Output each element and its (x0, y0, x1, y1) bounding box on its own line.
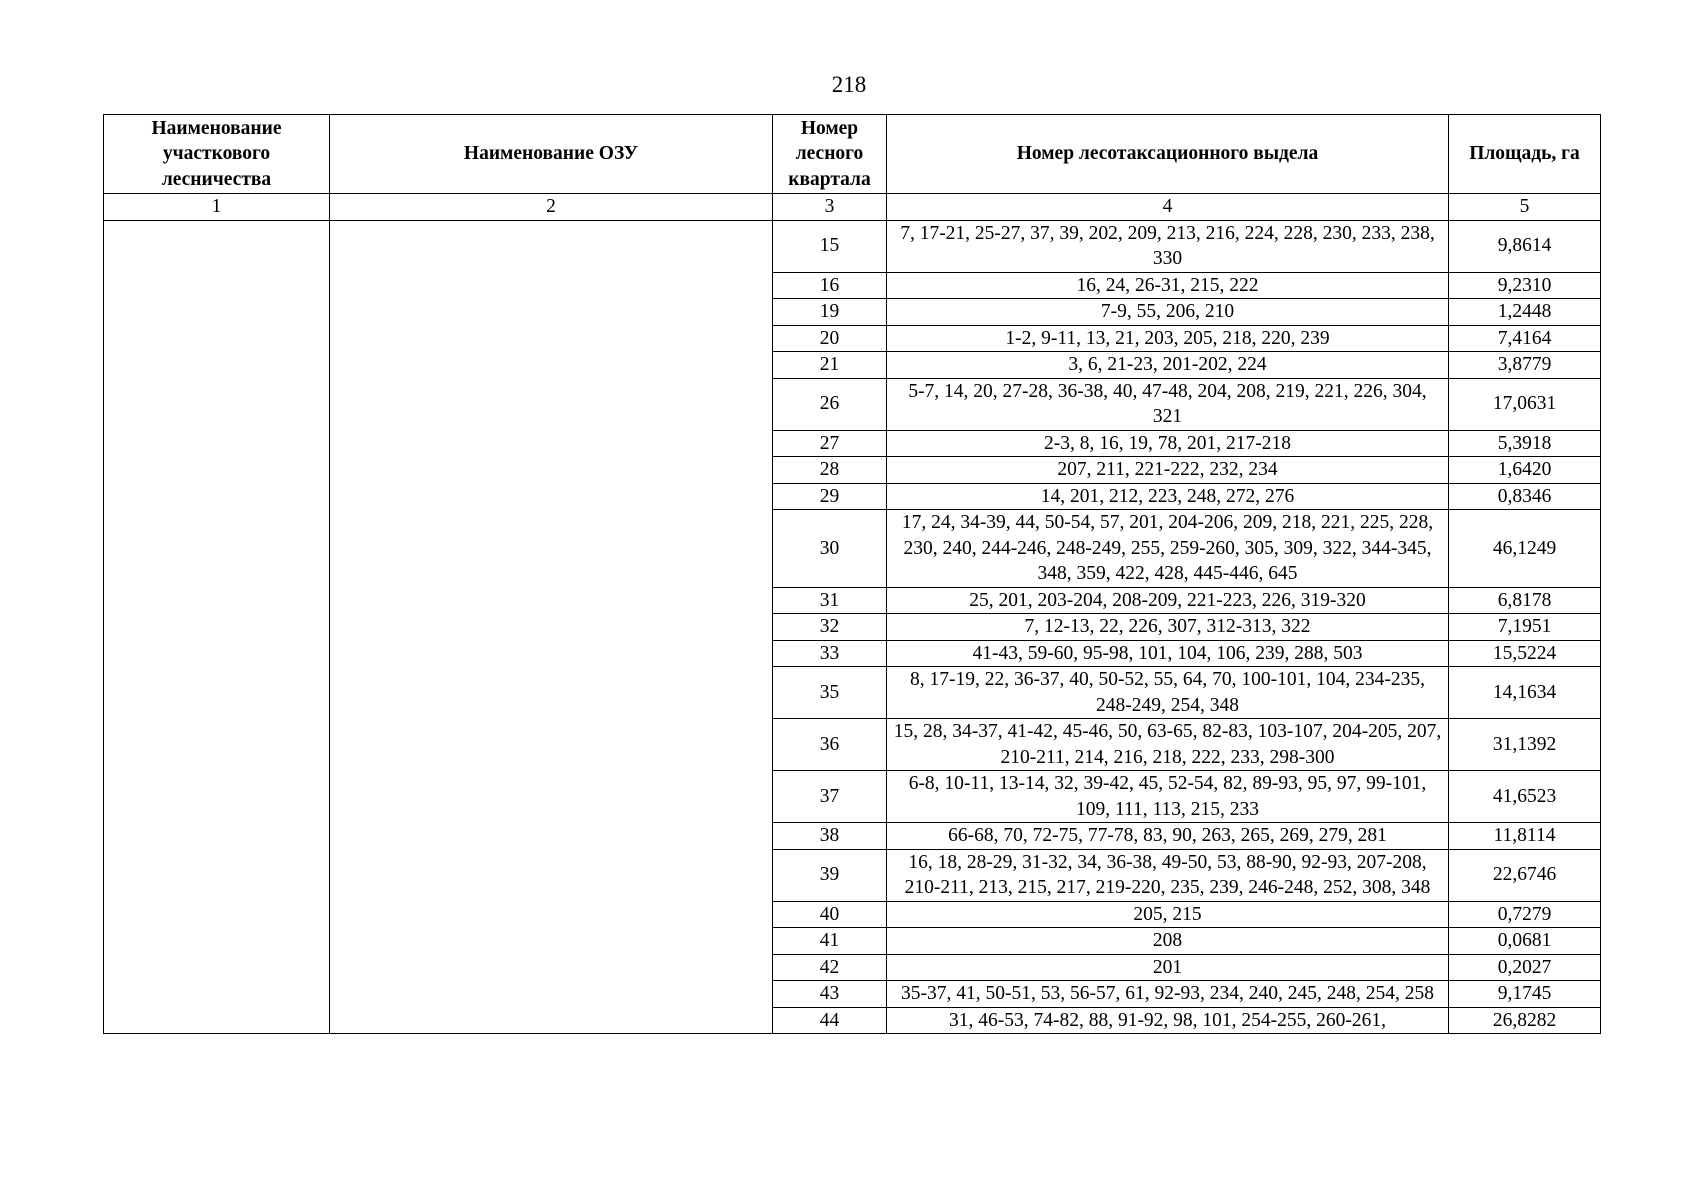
area-cell: 14,1634 (1449, 667, 1601, 719)
quarter-cell: 21 (773, 352, 887, 379)
plots-cell: 2-3, 8, 16, 19, 78, 201, 217-218 (887, 430, 1449, 457)
area-cell: 0,8346 (1449, 483, 1601, 510)
area-cell: 1,6420 (1449, 457, 1601, 484)
quarter-cell: 44 (773, 1007, 887, 1034)
plots-cell: 16, 18, 28-29, 31-32, 34, 36-38, 49-50, 53, 88-90, 92-93, 207-208, 210-211, 213, 215, 217, 219-220, 235, 239, 246-248, 252, 308, 348 (887, 849, 1449, 901)
plots-cell: 201 (887, 954, 1449, 981)
quarter-cell: 36 (773, 719, 887, 771)
area-cell: 26,8282 (1449, 1007, 1601, 1034)
area-cell: 9,8614 (1449, 220, 1601, 272)
plots-cell: 208 (887, 928, 1449, 955)
forest-plots-table (103, 114, 1601, 1034)
area-cell: 7,1951 (1449, 614, 1601, 641)
table-body (104, 220, 1601, 1034)
area-cell: 9,1745 (1449, 981, 1601, 1008)
plots-cell: 1-2, 9-11, 13, 21, 203, 205, 218, 220, 239 (887, 325, 1449, 352)
quarter-cell: 32 (773, 614, 887, 641)
plots-cell: 25, 201, 203-204, 208-209, 221-223, 226, 319-320 (887, 587, 1449, 614)
plots-cell: 207, 211, 221-222, 232, 234 (887, 457, 1449, 484)
quarter-cell: 42 (773, 954, 887, 981)
column-number-row (104, 194, 1601, 221)
area-cell: 11,8114 (1449, 823, 1601, 850)
quarter-cell: 19 (773, 299, 887, 326)
quarter-cell: 40 (773, 901, 887, 928)
quarter-cell: 38 (773, 823, 887, 850)
area-cell: 46,1249 (1449, 510, 1601, 588)
header-quarter: Номер лесного квартала (773, 115, 887, 194)
area-cell: 0,2027 (1449, 954, 1601, 981)
area-cell: 7,4164 (1449, 325, 1601, 352)
column-number: 3 (773, 194, 887, 221)
plots-cell: 3, 6, 21-23, 201-202, 224 (887, 352, 1449, 379)
quarter-cell: 29 (773, 483, 887, 510)
plots-cell: 15, 28, 34-37, 41-42, 45-46, 50, 63-65, 82-83, 103-107, 204-205, 207, 210-211, 214, 216, 218, 222, 233, 298-300 (887, 719, 1449, 771)
column-number: 2 (330, 194, 773, 221)
area-cell: 0,0681 (1449, 928, 1601, 955)
plots-cell: 31, 46-53, 74-82, 88, 91-92, 98, 101, 254-255, 260-261, (887, 1007, 1449, 1034)
header-row (104, 115, 1601, 194)
quarter-cell: 43 (773, 981, 887, 1008)
ozu-name-cell (330, 220, 773, 1034)
plots-cell: 35-37, 41, 50-51, 53, 56-57, 61, 92-93, 234, 240, 245, 248, 254, 258 (887, 981, 1449, 1008)
quarter-cell: 28 (773, 457, 887, 484)
plots-cell: 16, 24, 26-31, 215, 222 (887, 272, 1449, 299)
forestry-name-cell (104, 220, 330, 1034)
quarter-cell: 30 (773, 510, 887, 588)
quarter-cell: 35 (773, 667, 887, 719)
plots-cell: 6-8, 10-11, 13-14, 32, 39-42, 45, 52-54, 82, 89-93, 95, 97, 99-101, 109, 111, 113, 215, 233 (887, 771, 1449, 823)
plots-cell: 205, 215 (887, 901, 1449, 928)
quarter-cell: 15 (773, 220, 887, 272)
quarter-cell: 27 (773, 430, 887, 457)
header-plots: Номер лесотаксационного выдела (887, 115, 1449, 194)
column-number: 5 (1449, 194, 1601, 221)
header-forestry: Наименование участкового лесничества (104, 115, 330, 194)
area-cell: 15,5224 (1449, 640, 1601, 667)
plots-cell: 17, 24, 34-39, 44, 50-54, 57, 201, 204-206, 209, 218, 221, 225, 228, 230, 240, 244-246, 248-249, 255, 259-260, 305, 309, 322, 344-345, 348, 359, 422, 428, 445-446, 645 (887, 510, 1449, 588)
plots-cell: 7, 17-21, 25-27, 37, 39, 202, 209, 213, 216, 224, 228, 230, 233, 238, 330 (887, 220, 1449, 272)
header-ozu: Наименование ОЗУ (330, 115, 773, 194)
quarter-cell: 33 (773, 640, 887, 667)
area-cell: 22,6746 (1449, 849, 1601, 901)
quarter-cell: 26 (773, 378, 887, 430)
table-row (104, 220, 1601, 272)
plots-cell: 14, 201, 212, 223, 248, 272, 276 (887, 483, 1449, 510)
quarter-cell: 31 (773, 587, 887, 614)
quarter-cell: 37 (773, 771, 887, 823)
plots-cell: 5-7, 14, 20, 27-28, 36-38, 40, 47-48, 204, 208, 219, 221, 226, 304, 321 (887, 378, 1449, 430)
quarter-cell: 20 (773, 325, 887, 352)
area-cell: 5,3918 (1449, 430, 1601, 457)
plots-cell: 7, 12-13, 22, 226, 307, 312-313, 322 (887, 614, 1449, 641)
area-cell: 17,0631 (1449, 378, 1601, 430)
column-number: 4 (887, 194, 1449, 221)
plots-cell: 41-43, 59-60, 95-98, 101, 104, 106, 239, 288, 503 (887, 640, 1449, 667)
area-cell: 9,2310 (1449, 272, 1601, 299)
area-cell: 3,8779 (1449, 352, 1601, 379)
area-cell: 6,8178 (1449, 587, 1601, 614)
quarter-cell: 41 (773, 928, 887, 955)
plots-cell: 66-68, 70, 72-75, 77-78, 83, 90, 263, 265, 269, 279, 281 (887, 823, 1449, 850)
plots-cell: 7-9, 55, 206, 210 (887, 299, 1449, 326)
quarter-cell: 39 (773, 849, 887, 901)
page-number: 218 (831, 72, 867, 97)
area-cell: 0,7279 (1449, 901, 1601, 928)
area-cell: 41,6523 (1449, 771, 1601, 823)
quarter-cell: 16 (773, 272, 887, 299)
area-cell: 1,2448 (1449, 299, 1601, 326)
area-cell: 31,1392 (1449, 719, 1601, 771)
column-number: 1 (104, 194, 330, 221)
plots-cell: 8, 17-19, 22, 36-37, 40, 50-52, 55, 64, 70, 100-101, 104, 234-235, 248-249, 254, 348 (887, 667, 1449, 719)
header-area: Площадь, га (1449, 115, 1601, 194)
